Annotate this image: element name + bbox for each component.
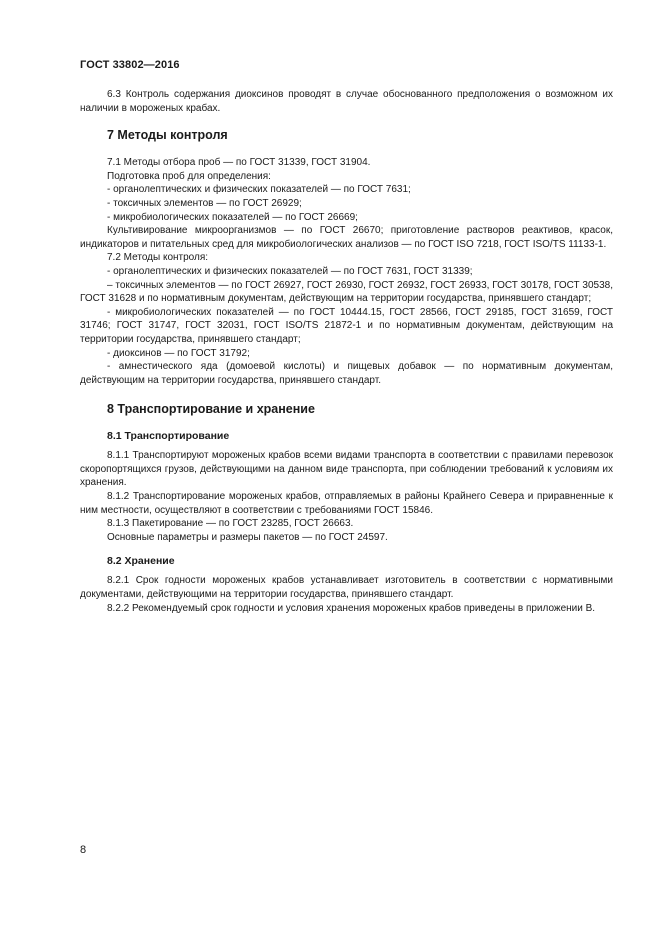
section-7-title: 7 Методы контроля xyxy=(107,128,228,143)
paragraph-6-3: 6.3 Контроль содержания диоксинов проводят в случае обоснованного предположения о возможном их наличии в мороженых крабах. xyxy=(80,89,613,114)
paragraph-8-2-1: 8.2.1 Срок годности мороженых крабов устанавливает изготовитель в соответствии с нормативными документами, действующими на территории государства, принявшего стандарт. xyxy=(80,575,613,601)
section-8-title: 8 Транспортирование и хранение xyxy=(107,402,315,417)
page-number: 8 xyxy=(80,844,87,856)
paragraph-8-1-2: 8.1.2 Транспортирование мороженых крабов, отправляемых в районы Крайнего Севера и приравненные к ним местности, осуществляют в соответствии с требованиями ГОСТ 15846. xyxy=(80,491,613,516)
paragraph-7-2: 7.2 Методы контроля: xyxy=(107,252,209,264)
page-content xyxy=(80,88,613,615)
cultivation-paragraph: Культивирование микроорганизмов — по ГОСТ 26670; приготовление растворов реактивов, красок, индикаторов и питательных сред для микробиологических анализов — по ГОСТ ISO 7218, ГОСТ ISO/TS 11133-1. xyxy=(80,225,613,250)
paragraph-8-1-1: 8.1.1 Транспортируют мороженых крабов всеми видами транспорта в соответствии с правилами перевозок скоропортящихся грузов, действующими на данном виде транспорта, при соблюдении требований к условиям их хранения. xyxy=(80,450,613,489)
document-header: ГОСТ 33802—2016 xyxy=(80,59,180,71)
paragraph-8-2-2: 8.2.2 Рекомендуемый срок годности и условия хранения мороженых крабов приведены в приложении В. xyxy=(107,602,596,614)
list-item: - микробиологических показателей — по ГОСТ 26669; xyxy=(107,211,358,223)
list-item: - токсичных элементов — по ГОСТ 26929; xyxy=(107,197,302,209)
paragraph-8-1-3: 8.1.3 Пакетирование — по ГОСТ 23285, ГОСТ 26663. xyxy=(107,518,354,530)
paragraph-7-1: 7.1 Методы отбора проб — по ГОСТ 31339, ГОСТ 31904. xyxy=(107,157,371,169)
subsection-8-1-title: 8.1 Транспортирование xyxy=(107,430,230,443)
list-item: - органолептических и физических показателей — по ГОСТ 7631, ГОСТ 31339; xyxy=(107,265,473,277)
list-item: - диоксинов — по ГОСТ 31792; xyxy=(107,347,250,359)
sample-prep-intro: Подготовка проб для определения: xyxy=(107,170,271,182)
subsection-8-2-title: 8.2 Хранение xyxy=(107,555,175,568)
list-item: – токсичных элементов — по ГОСТ 26927, ГОСТ 26930, ГОСТ 26932, ГОСТ 26933, ГОСТ 30178, ГОСТ 30538, ГОСТ 31628 и по нормативным документам, действующим на территории государства, принявшего стандарт; xyxy=(80,279,613,305)
list-item: - амнестического яда (домоевой кислоты) и пищевых добавок — по нормативным документам, действующим на территории государства, принявшего стандарт. xyxy=(80,361,613,386)
list-item: - микробиологических показателей — по ГОСТ 10444.15, ГОСТ 28566, ГОСТ 29185, ГОСТ 31659, ГОСТ 31746; ГОСТ 31747, ГОСТ 32031, ГОСТ ISO/TS 21872-1 и по нормативным документам, действующим на территории государства, принявшего стандарт; xyxy=(80,306,613,345)
package-params: Основные параметры и размеры пакетов — по ГОСТ 24597. xyxy=(107,531,388,543)
list-item: - органолептических и физических показателей — по ГОСТ 7631; xyxy=(107,184,411,196)
